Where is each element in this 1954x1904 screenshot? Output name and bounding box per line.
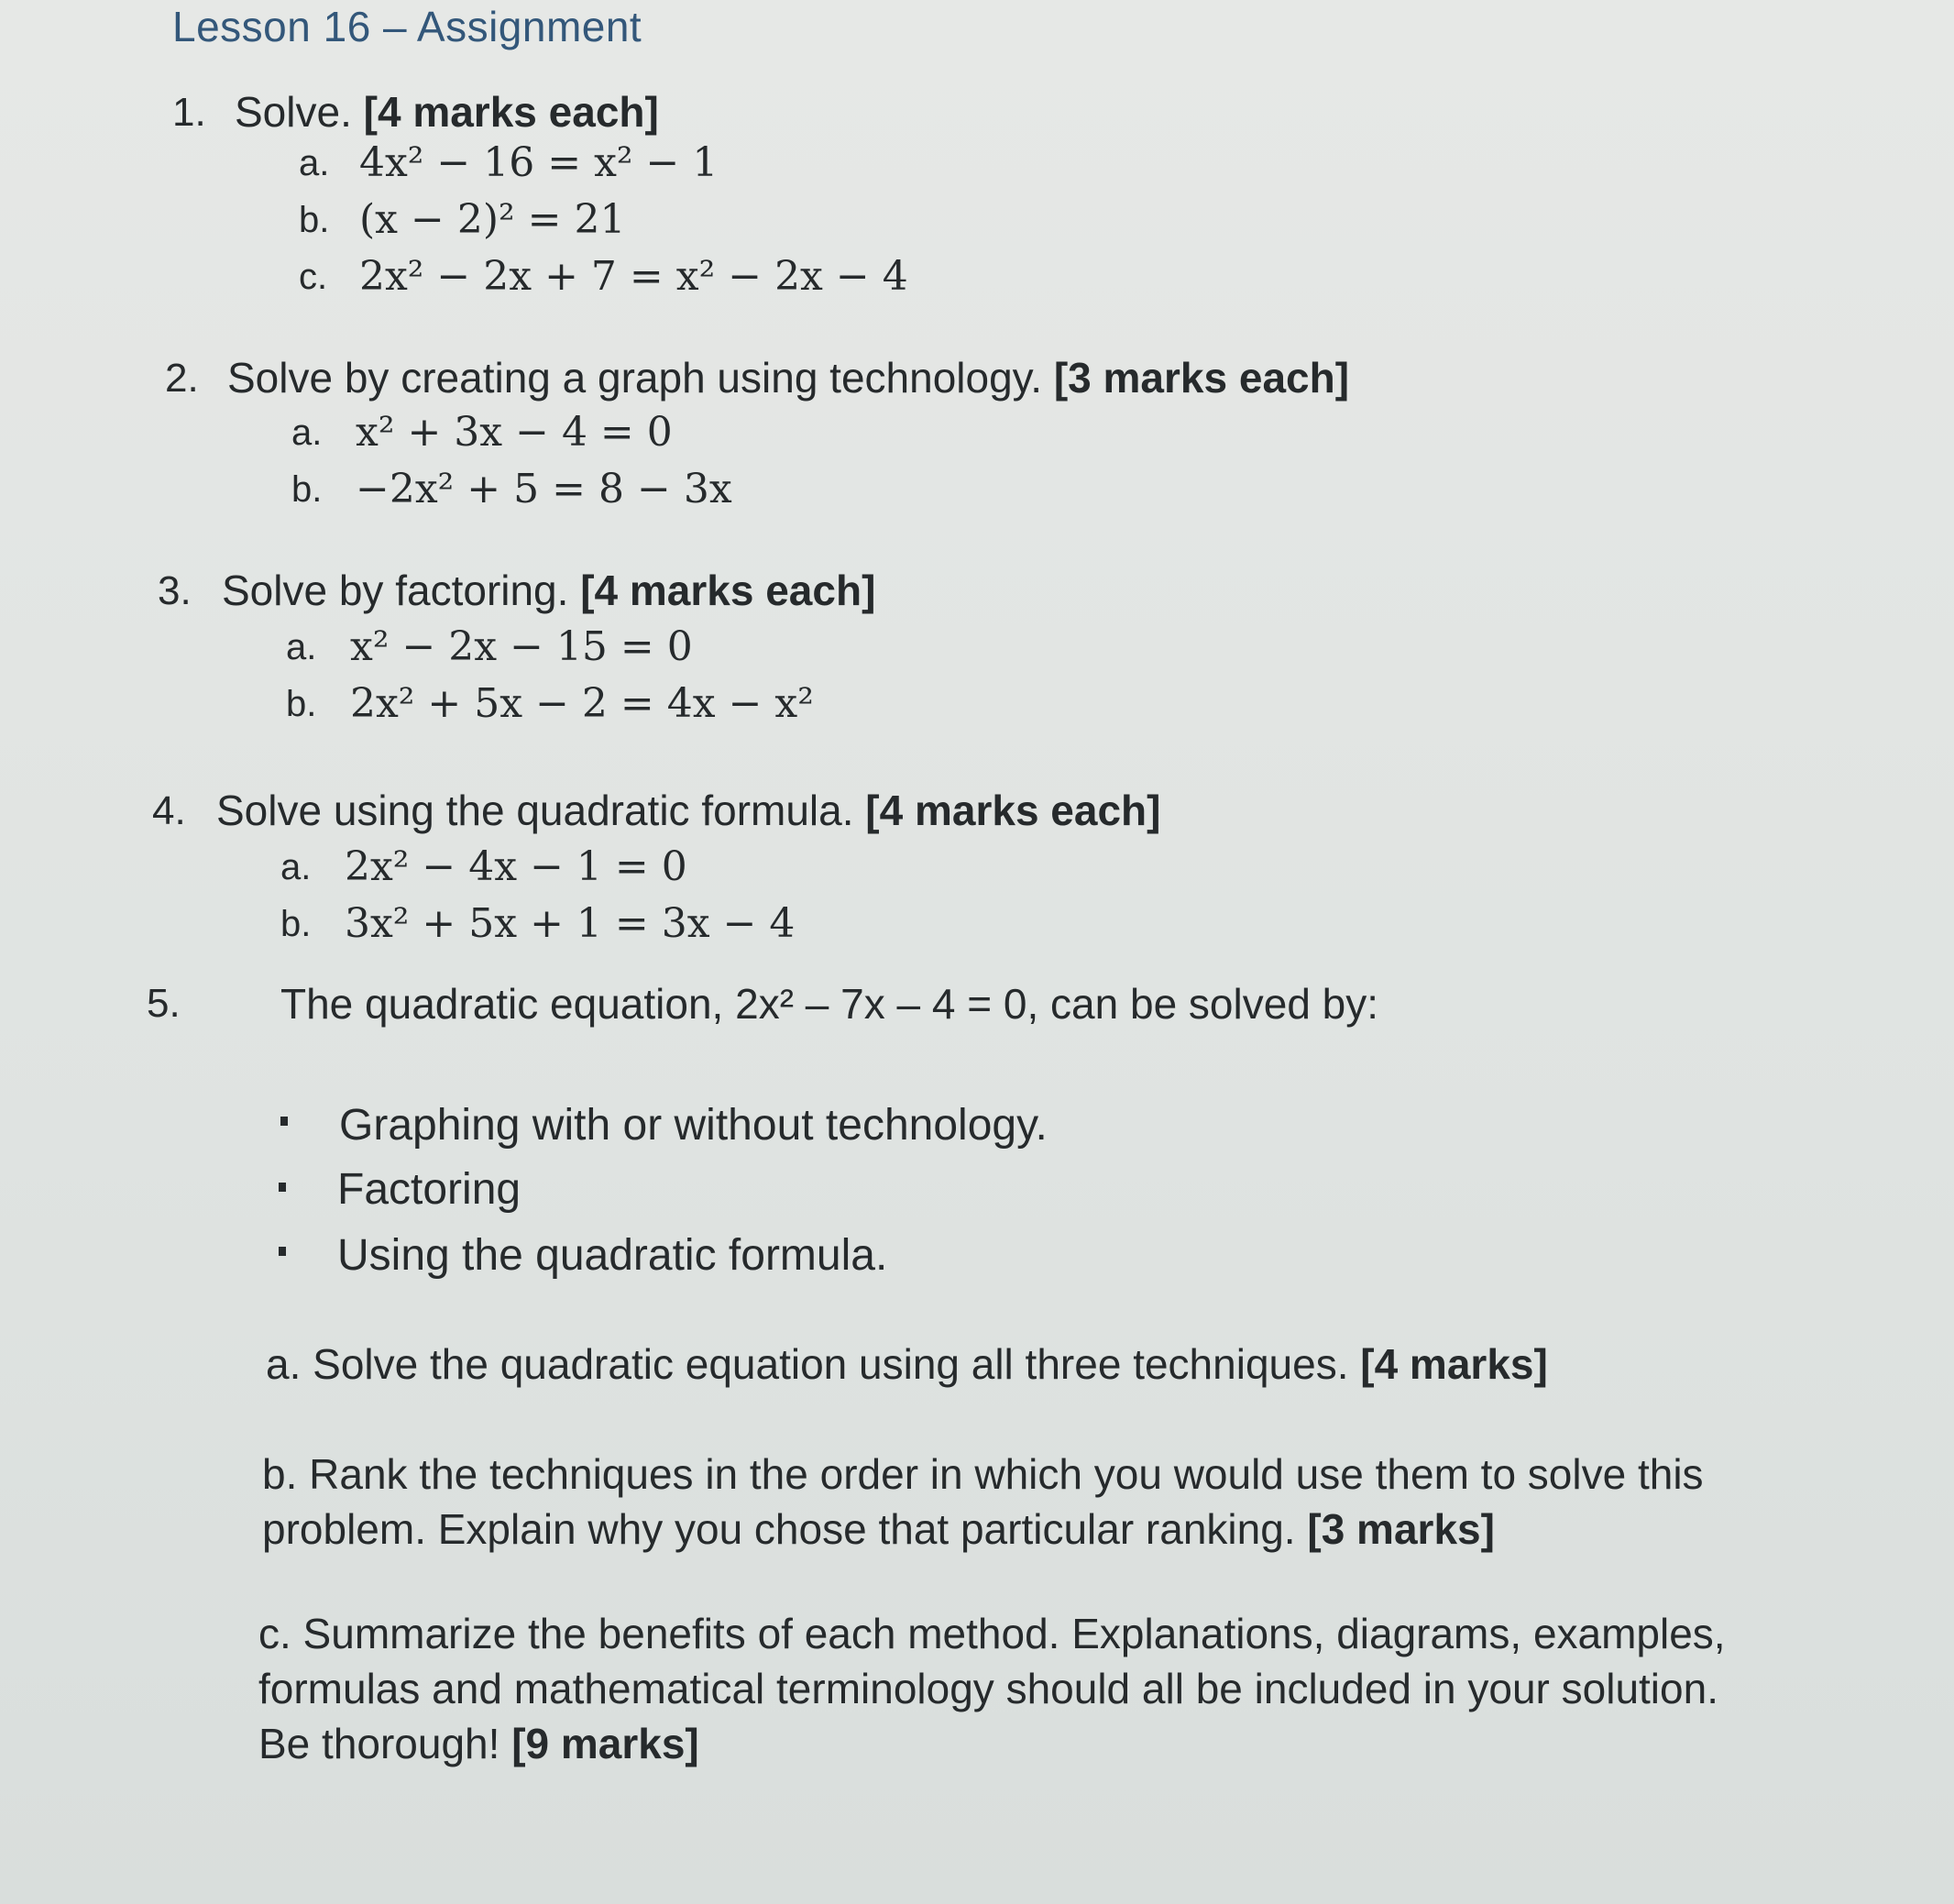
- q5-part-a-marks: [4 marks]: [1360, 1340, 1548, 1388]
- q3-a-label: a.: [286, 627, 317, 667]
- q5-bullet-formula: Using the quadratic formula.: [337, 1231, 888, 1280]
- q2-prompt: [227, 353, 1349, 402]
- q1-number: 1.: [172, 90, 206, 135]
- q5-bullet-factoring: Factoring: [337, 1165, 521, 1214]
- q5-number: 5.: [147, 981, 181, 1026]
- q5-bullet-graphing: Graphing with or without technology.: [339, 1101, 1048, 1150]
- q5-part-a-text: a. Solve the quadratic equation using all three techniques.: [266, 1340, 1349, 1388]
- q3-number: 3.: [158, 568, 192, 613]
- q2-b-label: b.: [291, 469, 323, 510]
- q3-text: Solve by factoring.: [222, 567, 569, 614]
- q1-b-equation: (x − 2)² = 21: [359, 196, 626, 243]
- q1-prompt: [235, 87, 659, 137]
- bullet-icon: [279, 1247, 286, 1256]
- q3-marks: [4 marks each]: [580, 567, 876, 614]
- q5-part-b-marks: [3 marks]: [1307, 1505, 1495, 1553]
- q1-a-equation: 4x² − 16 = x² − 1: [359, 139, 719, 186]
- q2-a-label: a.: [291, 413, 323, 453]
- q2-b-equation: −2x² + 5 = 8 − 3x: [356, 466, 732, 512]
- q2-number: 2.: [165, 356, 199, 401]
- q4-b-equation: 3x² + 5x + 1 = 3x − 4: [345, 900, 796, 947]
- q3-a-equation: x² − 2x − 15 = 0: [350, 623, 693, 670]
- page-title: Lesson 16 – Assignment: [172, 3, 642, 50]
- q3-b-label: b.: [286, 684, 317, 724]
- q1-c-label: c.: [299, 257, 328, 297]
- bullet-icon: [279, 1183, 286, 1192]
- q2-a-equation: x² + 3x − 4 = 0: [356, 409, 673, 456]
- q3-prompt: [222, 566, 875, 615]
- q4-b-label: b.: [280, 904, 312, 944]
- q5-part-b-line2: problem. Explain why you chose that particular ranking.: [262, 1505, 1296, 1553]
- q2-marks: [3 marks each]: [1053, 354, 1350, 402]
- q4-text: Solve using the quadratic formula.: [216, 787, 854, 834]
- q5-prompt: The quadratic equation, 2x² – 7x – 4 = 0, can be solved by:: [280, 980, 1379, 1028]
- q5-part-c-marks: [9 marks]: [511, 1720, 699, 1767]
- bullet-icon: [280, 1117, 288, 1126]
- q5-part-b-line1: b. Rank the techniques in the order in which you would use them to solve this: [262, 1450, 1704, 1498]
- q5-part-b: [262, 1447, 1704, 1557]
- q5-part-c: [258, 1606, 1726, 1771]
- q5-part-c-line3: Be thorough!: [258, 1720, 500, 1767]
- q1-marks: [4 marks each]: [363, 88, 659, 136]
- q5-part-a: [266, 1337, 1548, 1392]
- q1-b-label: b.: [299, 200, 330, 240]
- q1-c-equation: 2x² − 2x + 7 = x² − 2x − 4: [359, 253, 908, 300]
- q5-part-c-line1: c. Summarize the benefits of each method. Explanations, diagrams, examples,: [258, 1610, 1726, 1657]
- q4-marks: [4 marks each]: [865, 787, 1161, 834]
- q4-a-equation: 2x² − 4x − 1 = 0: [345, 843, 687, 890]
- q2-text: Solve by creating a graph using technology.: [227, 354, 1043, 402]
- q5-part-c-line2: formulas and mathematical terminology should all be included in your solution.: [258, 1665, 1718, 1712]
- q4-a-label: a.: [280, 847, 312, 887]
- q3-b-equation: 2x² + 5x − 2 = 4x − x²: [350, 680, 814, 727]
- q4-number: 4.: [152, 788, 186, 833]
- q4-prompt: [216, 786, 1160, 835]
- q1-a-label: a.: [299, 143, 330, 183]
- q1-text: Solve.: [235, 88, 352, 136]
